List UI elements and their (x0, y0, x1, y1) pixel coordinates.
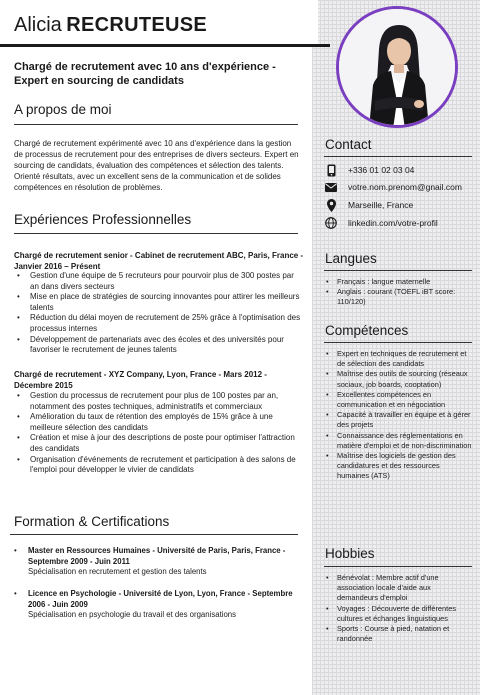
languages-list (325, 277, 473, 308)
education-item-2: • Licence en Psychologie - Université de Lyon, Lyon, France - Septembre 2006 - Juin 2009 Spécialisation en psychologie du travail et des organisations (14, 589, 304, 621)
list-item: • Sports : Course à pied, natation et randonnée (325, 624, 473, 644)
location-pin-icon (325, 198, 337, 212)
job-bullets-1 (14, 271, 304, 356)
job-heading-2: Chargé de recrutement - XYZ Company, Lyon, France - Mars 2012 - Décembre 2015 (14, 370, 267, 390)
email-address[interactable]: votre.nom.prenom@gnail.com (348, 182, 462, 192)
about-rule (14, 124, 298, 125)
hobbies-section-title: Hobbies (325, 546, 375, 561)
about-text: Chargé de recrutement expérimenté avec 10 ans d'expérience dans la gestion de processus de recrutement pour des entreprises de divers secteurs. Expert en sourcing de candidats, évaluation des compétences et sélection des talents. Orienté résultats, avec un excellent sens de la communication et de solides compétences en résolution de problèmes. (14, 139, 299, 192)
job-heading-1: Chargé de recrutement senior - Cabinet de recrutement ABC, Paris, France - Janvier 2016 – Présent (14, 251, 304, 271)
list-item: • Français : langue maternelle (325, 277, 473, 287)
hobbies-rule (324, 566, 472, 567)
job-bullets-2 (14, 391, 304, 476)
list-item: • Amélioration du taux de rétention des employés de 15% grâce à une meilleure sélection des candidats (14, 412, 304, 433)
contact-phone (325, 162, 414, 178)
phone-number: +336 01 02 03 04 (348, 165, 415, 175)
contact-section-title: Contact (325, 137, 372, 152)
list-item: • Mise en place de stratégies de sourcing innovantes pour attirer les meilleurs talents (14, 292, 304, 313)
experience-section-title: Expériences Professionnelles (14, 212, 192, 227)
list-item: • Capacité à travailler en équipe et à gérer des projets (325, 410, 473, 430)
skills-list (325, 349, 473, 482)
education-heading-2: Licence en Psychologie - Université de Lyon, Lyon, France - Septembre 2006 - Juin 2009 (28, 589, 293, 609)
skills-rule (324, 342, 472, 343)
first-name: Alicia (14, 14, 62, 36)
profile-photo (336, 6, 458, 128)
list-item: • Développement de partenariats avec des écoles et des universités pour favoriser le recrutement de jeunes talents (14, 335, 304, 356)
education-rule (10, 534, 298, 535)
candidate-name (14, 14, 207, 37)
list-item: • Expert en techniques de recrutement et de sélection des candidats (325, 349, 473, 369)
education-section-title: Formation & Certifications (14, 514, 170, 529)
skills-section-title: Compétences (325, 323, 409, 338)
education-detail-2: Spécialisation en psychologie du travail et des organisations (28, 610, 237, 620)
list-item: • Création et mise à jour des descriptions de poste pour optimiser l'attraction des candidats (14, 433, 304, 454)
experience-rule (14, 233, 298, 234)
globe-icon (325, 216, 337, 230)
location: Marseille, France (348, 200, 414, 210)
job-title: Chargé de recrutement avec 10 ans d'expérience - Expert en sourcing de candidats (14, 61, 276, 87)
languages-section-title: Langues (325, 251, 377, 266)
list-item: • Excellentes compétences en communication et en négociation (325, 390, 473, 410)
header-rule (0, 44, 330, 47)
list-item: • Voyages : Découverte de différentes cultures et échanges linguistiques (325, 604, 473, 624)
list-item: • Maîtrise des outils de sourcing (réseaux sociaux, job boards, cooptation) (325, 369, 473, 389)
contact-rule (324, 156, 472, 157)
contact-location (325, 197, 413, 213)
about-section-title: A propos de moi (14, 102, 112, 117)
person-avatar-icon (339, 9, 455, 125)
linkedin-url[interactable]: linkedin.com/votre-profil (348, 218, 438, 228)
last-name: RECRUTEUSE (66, 14, 208, 36)
mail-icon (325, 180, 337, 194)
education-item-1: • Master en Ressources Humaines - Université de Paris, Paris, France - Septembre 2009 - Juin 2011 Spécialisation en recrutement et gestion des talents (14, 546, 304, 578)
list-item: • Connaissance des réglementations en matière d'emploi et de non-discrimination (325, 431, 473, 451)
list-item: • Anglais : courant (TOEFL iBT score: 110/120) (325, 287, 473, 307)
list-item: • Réduction du délai moyen de recrutement de 25% grâce à l'optimisation des processus internes (14, 313, 304, 334)
phone-icon (325, 163, 337, 177)
contact-linkedin (325, 215, 438, 231)
list-item: • Organisation d'événements de recrutement et participation à des salons de l'emploi pour développer le vivier de candidats (14, 455, 304, 476)
contact-email (325, 179, 462, 195)
list-item: • Bénévolat : Membre actif d'une association locale d'aide aux demandeurs d'emploi (325, 573, 473, 604)
languages-rule (324, 270, 472, 271)
list-item: • Gestion d'une équipe de 5 recruteurs pour pourvoir plus de 300 postes par an dans divers secteurs (14, 271, 304, 292)
list-item: • Maîtrise des logiciels de gestion des candidatures et des ressources humaines (ATS) (325, 451, 473, 482)
list-item: • Gestion du processus de recrutement pour plus de 100 postes par an, notamment des postes techniques, administratifs et commerciaux (14, 391, 304, 412)
education-heading-1: Master en Ressources Humaines - Université de Paris, Paris, France - Septembre 2009 - Juin 2011 (28, 546, 286, 566)
education-detail-1: Spécialisation en recrutement et gestion des talents (28, 567, 207, 577)
hobbies-list (325, 573, 473, 644)
